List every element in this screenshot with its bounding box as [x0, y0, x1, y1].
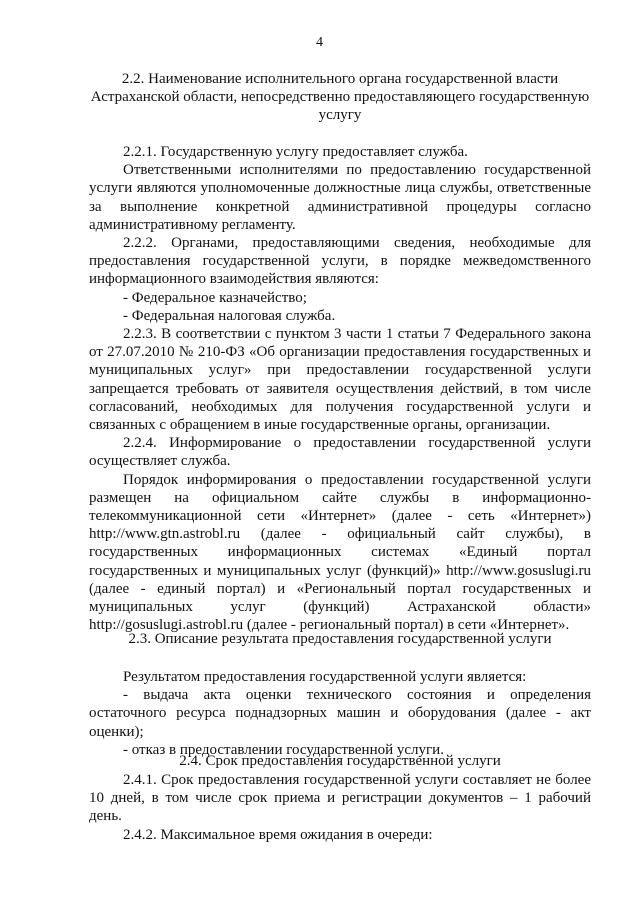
paragraph-2-2-1: 2.2.1. Государственную услугу предоставляет служба. [123, 144, 468, 160]
list-item-act-issuance: - выдача акта оценки технического состояния и определения остаточного ресурса поднадзорных машин и оборудования (далее - акт оценки); [89, 687, 591, 740]
paragraph-informing-order: Порядок информирования о предоставлении государственной услуги размещен на официальном сайте службы в информационно-телекоммуникационной сети «Интернет» (далее - сеть «Интернет») http://www.gtn.astrobl.ru (далее - официальный сайт службы), в государственных информационных системах «Единый портал государственных и муниципальных услуг (функций)» http://www.gosuslugi.ru (далее - единый портал) и «Региональный портал государственных и муниципальных услуг (функций) Астраханской области» http://gosuslugi.astrobl.ru (далее - региональный портал) в сети «Интернет». [89, 471, 591, 634]
section-heading-2-4: 2.4. Срок предоставления государственной услуги [179, 753, 501, 769]
paragraph-result: Результатом предоставления государственной услуги является: [123, 669, 527, 685]
section-heading-2-3: 2.3. Описание результата предоставления государственной услуги [128, 631, 552, 647]
paragraph-2-2-4: 2.2.4. Информирование о предоставлении государственной услуги осуществляет служба. [89, 435, 591, 470]
paragraph-2-4-1: 2.4.1. Срок предоставления государственной услуги составляет не более 10 дней, в том числе срок приема и регистрации документов – 1 рабочий день. [89, 772, 591, 825]
list-item-treasury: - Федеральное казначейство; [123, 289, 307, 306]
paragraph-2-4-2: 2.4.2. Максимальное время ожидания в очереди: [123, 826, 433, 843]
list-item-tax-service: - Федеральная налоговая служба. [123, 307, 336, 324]
paragraph-responsible: Ответственными исполнителями по предоставлению государственной услуги являются уполномоченные должностные лица службы, ответственные за выполнение конкретной административной процедуры согласно административному регламенту. [89, 162, 591, 233]
list-item-refusal: - отказ в предоставлении государственной услуги. [123, 741, 444, 758]
section-2-2-body [89, 143, 591, 634]
paragraph-2-2-2: 2.2.2. Органами, предоставляющими сведения, необходимые для предоставления государственной услуги, в порядке межведомственного информационного взаимодействия являются: [89, 235, 591, 288]
page-number: 4 [316, 35, 323, 50]
section-2-4-body [89, 771, 591, 844]
section-2-3-body [89, 668, 591, 759]
paragraph-2-2-3: 2.2.3. В соответствии с пунктом 3 части 1 статьи 7 Федерального закона от 27.07.2010 № 210-ФЗ «Об организации предоставления государственных и муниципальных услуг» при предоставлении государственной услуги запрещается требовать от заявителя осуществления действий, в том числе согласований, необходимых для получения государственной услуги и связанных с обращением в иные государственные органы, организации. [89, 326, 591, 434]
section-heading-2-2: 2.2. Наименование исполнительного органа государственной власти Астраханской области, непосредственно предоставляющего государственную услугу [90, 71, 590, 124]
